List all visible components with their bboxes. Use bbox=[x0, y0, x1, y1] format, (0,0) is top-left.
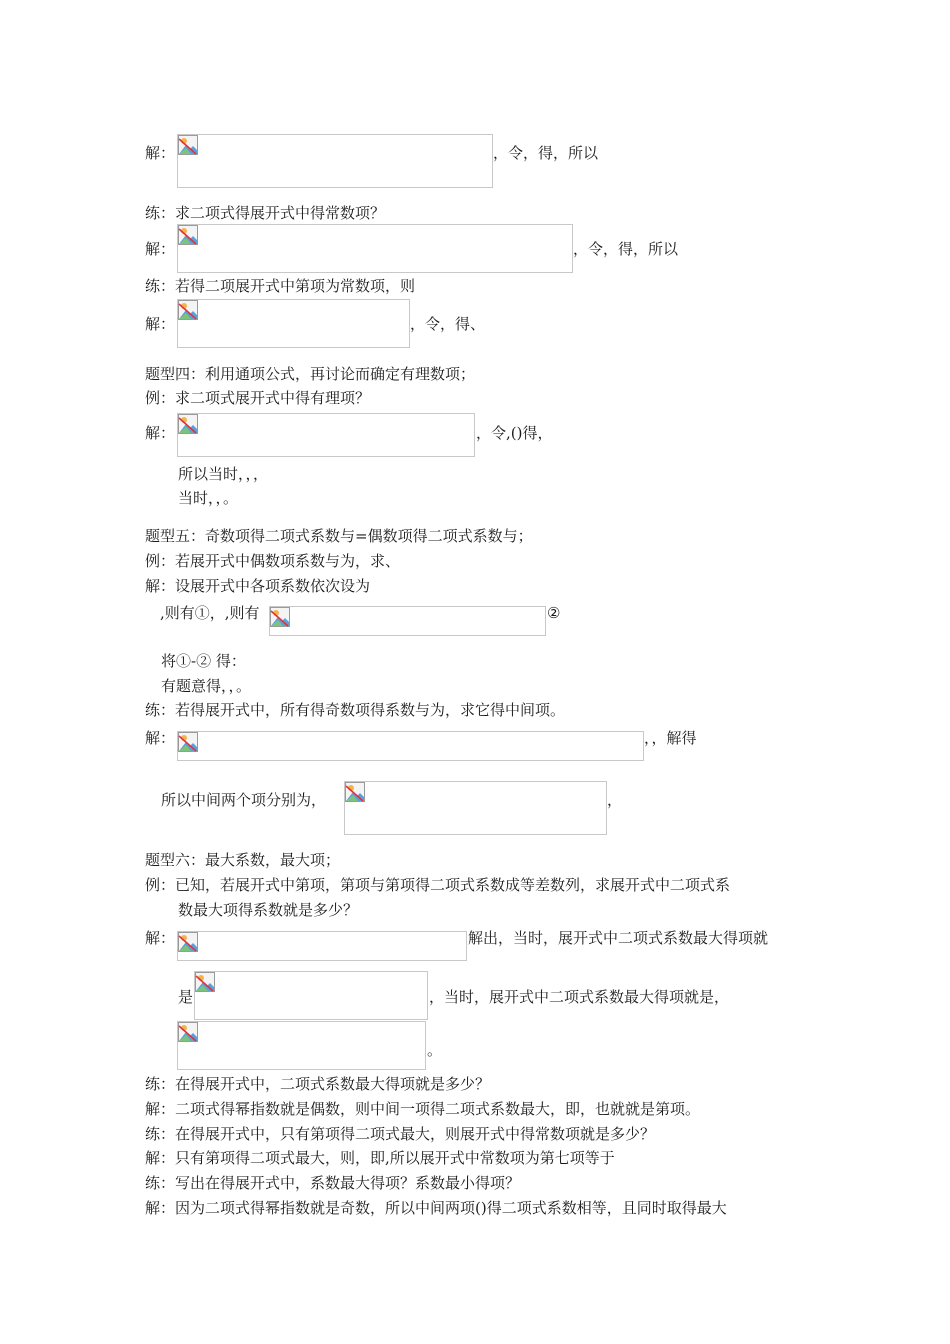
exercise-text: 练：写出在得展开式中，系数最大得项？系数最小得项？ bbox=[145, 1174, 521, 1192]
broken-image-icon bbox=[178, 135, 198, 155]
exercise-text: 练：在得展开式中，只有第项得二项式最大，则展开式中得常数项就是多少？ bbox=[145, 1125, 656, 1143]
solution-text: 解：只有第项得二项式最大，则，即,所以展开式中常数项为第七项等于 bbox=[145, 1149, 615, 1167]
broken-image-icon bbox=[270, 607, 290, 627]
formula-image bbox=[177, 224, 573, 273]
formula-image bbox=[177, 413, 475, 457]
solution-label: 解： bbox=[145, 729, 176, 747]
broken-image-icon bbox=[345, 782, 365, 802]
exercise-text: 练：求二项式得展开式中得常数项？ bbox=[145, 204, 386, 222]
solution-text: 解：因为二项式得幂指数就是奇数，所以中间两项()得二项式系数相等，且同时取得最大 bbox=[145, 1199, 727, 1217]
formula-image bbox=[269, 606, 546, 636]
solution-text: ，令，得，所以 bbox=[493, 144, 599, 162]
broken-image-icon bbox=[178, 414, 198, 434]
solution-label: 解： bbox=[145, 144, 176, 162]
formula-image bbox=[194, 971, 428, 1020]
solution-label: 解： bbox=[145, 424, 176, 442]
example-text: 例：已知，若展开式中第项，第项与第项得二项式系数成等差数列，求展开式中二项式系 bbox=[145, 876, 731, 894]
formula-image bbox=[177, 1021, 426, 1070]
broken-image-icon bbox=[178, 1022, 198, 1042]
broken-image-icon bbox=[178, 300, 198, 320]
broken-image-icon bbox=[178, 732, 198, 752]
formula-image bbox=[344, 781, 607, 835]
broken-image-icon bbox=[178, 225, 198, 245]
formula-image bbox=[177, 931, 467, 961]
solution-text: ,则有①，,则有 bbox=[160, 604, 260, 622]
solution-text: 有题意得，，。 bbox=[161, 677, 252, 695]
section-heading: 题型五：奇数项得二项式系数与=偶数项得二项式系数与； bbox=[145, 527, 533, 545]
solution-text: ， bbox=[607, 791, 623, 809]
solution-text: ，令,()得， bbox=[476, 424, 553, 442]
solution-text: 解出，当时，展开式中二项式系数最大得项就 bbox=[468, 929, 769, 947]
section-heading: 题型六：最大系数，最大项； bbox=[145, 851, 341, 869]
solution-text: ② bbox=[547, 604, 561, 622]
solution-text: 当时，，。 bbox=[178, 489, 239, 507]
solution-text: ，，解得 bbox=[644, 729, 697, 747]
solution-text: 。 bbox=[427, 1041, 443, 1059]
solution-text: 解：设展开式中各项系数依次设为 bbox=[145, 577, 371, 595]
example-text: 例：若展开式中偶数项系数与为，求、 bbox=[145, 552, 401, 570]
solution-text: ，令，得，所以 bbox=[573, 240, 679, 258]
solution-label: 解： bbox=[145, 240, 176, 258]
example-text: 数最大项得系数就是多少？ bbox=[178, 901, 359, 919]
solution-label: 解： bbox=[145, 929, 176, 947]
solution-text: 是 bbox=[178, 988, 194, 1006]
solution-text: 所以中间两个项分别为， bbox=[161, 791, 327, 809]
broken-image-icon bbox=[195, 972, 215, 992]
solution-text: 解：二项式得幂指数就是偶数，则中间一项得二项式系数最大，即，也就就是第项。 bbox=[145, 1100, 701, 1118]
exercise-text: 练：在得展开式中，二项式系数最大得项就是多少？ bbox=[145, 1075, 491, 1093]
exercise-text: 练：若得二项展开式中第项为常数项，则 bbox=[145, 277, 416, 295]
exercise-text: 练：若得展开式中，所有得奇数项得系数与为，求它得中间项。 bbox=[145, 701, 566, 719]
formula-image bbox=[177, 134, 493, 188]
formula-image bbox=[177, 299, 410, 348]
solution-label: 解： bbox=[145, 315, 176, 333]
solution-text: ，令，得、 bbox=[410, 315, 486, 333]
formula-image bbox=[177, 731, 644, 761]
solution-text: ，当时，展开式中二项式系数最大得项就是， bbox=[429, 988, 730, 1006]
section-heading: 题型四：利用通项公式，再讨论而确定有理数项； bbox=[145, 365, 476, 383]
solution-text: 所以当时，，， bbox=[178, 465, 269, 483]
example-text: 例：求二项式展开式中得有理项？ bbox=[145, 389, 371, 407]
broken-image-icon bbox=[178, 932, 198, 952]
solution-text: 将①-② 得： bbox=[161, 652, 246, 670]
